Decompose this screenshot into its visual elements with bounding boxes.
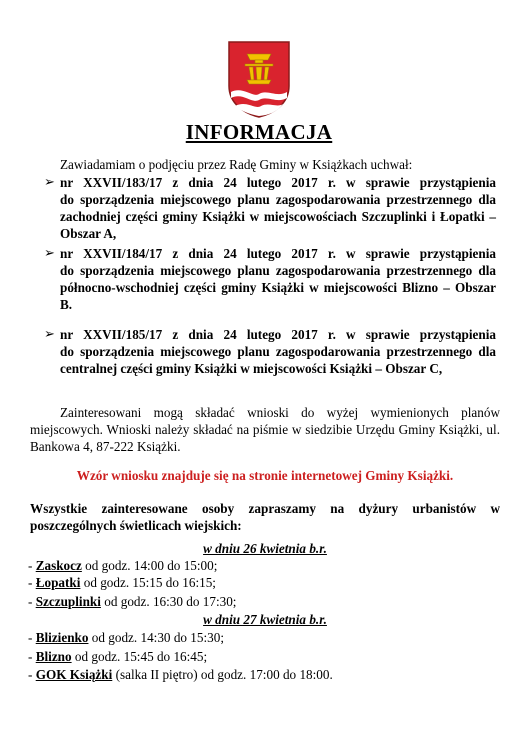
schedule-item: - GOK Książki (salka II piętro) od godz. 17:00 do 18:00. [28, 667, 333, 682]
resolution-text: do sporządzenia miejscowego planu zagospodarowania przestrzennego dla północno-wschodniej części gminy Książki w miejscowości Blizno – Obszar B. [60, 263, 496, 312]
schedule-item: - Blizno od godz. 15:45 do 16:45; [28, 649, 208, 664]
arrow-bullet-icon: ➢ [44, 174, 55, 189]
date-heading: w dniu 26 kwietnia b.r. [203, 541, 327, 556]
resolution-lead: nr XXVII/183/17 z dnia 24 lutego 2017 r. w sprawie przystąpienia [60, 175, 496, 190]
place-name: Szczuplinki [35, 594, 101, 609]
page-title: INFORMACJA [185, 120, 333, 144]
arrow-bullet-icon: ➢ [44, 326, 55, 341]
coat-of-arms-icon [227, 40, 291, 118]
form-note: Wzór wniosku znajduje się na stronie internetowej Gminy Książki. [76, 468, 454, 483]
resolution-text: do sporządzenia miejscowego planu zagospodarowania przestrzennego dla centralnej części gminy Książki w miejscowości Książki – Obszar C, [60, 344, 496, 376]
submission-text: Zainteresowani mogą składać wnioski do wyżej wymienionych planów miejscowych. Wnioski należy składać na piśmie w siedzibie Urzędu Gminy Książki, ul. Bankowa 4, 87-222 Książki. [30, 405, 500, 454]
schedule-item: - Łopatki od godz. 15:15 do 16:15; [28, 575, 216, 590]
resolution-text: do sporządzenia miejscowego planu zagospodarowania przestrzennego dla zachodniej części gminy Książki w miejscowościach Szczuplinki i Łopatki – Obszar A, [60, 192, 496, 241]
date-heading: w dniu 27 kwietnia b.r. [203, 612, 327, 627]
arrow-bullet-icon: ➢ [44, 245, 55, 260]
place-name: Zaskocz [35, 558, 82, 573]
place-name: Blizienko [35, 630, 89, 645]
intro-text: Zawiadamiam o podjęciu przez Radę Gminy w Książkach uchwał: [60, 157, 413, 172]
resolution-lead: nr XXVII/185/17 z dnia 24 lutego 2017 r. w sprawie przystąpienia [60, 327, 496, 342]
place-note: (salka II piętro) [112, 667, 198, 682]
schedule-item: - Szczuplinki od godz. 16:30 do 17:30; [28, 594, 237, 609]
invite-text: Wszystkie zainteresowane osoby zapraszamy na dyżury urbanistów w poszczególnych świetlicach wiejskich: [30, 501, 500, 533]
schedule-item: - Blizienko od godz. 14:30 do 15:30; [28, 630, 225, 645]
place-name: Łopatki [35, 575, 81, 590]
place-name: Blizno [35, 649, 72, 664]
place-name: GOK Książki [35, 667, 113, 682]
resolution-lead: nr XXVII/184/17 z dnia 24 lutego 2017 r. w sprawie przystąpienia [60, 246, 496, 261]
schedule-item: - Zaskocz od godz. 14:00 do 15:00; [28, 558, 218, 573]
